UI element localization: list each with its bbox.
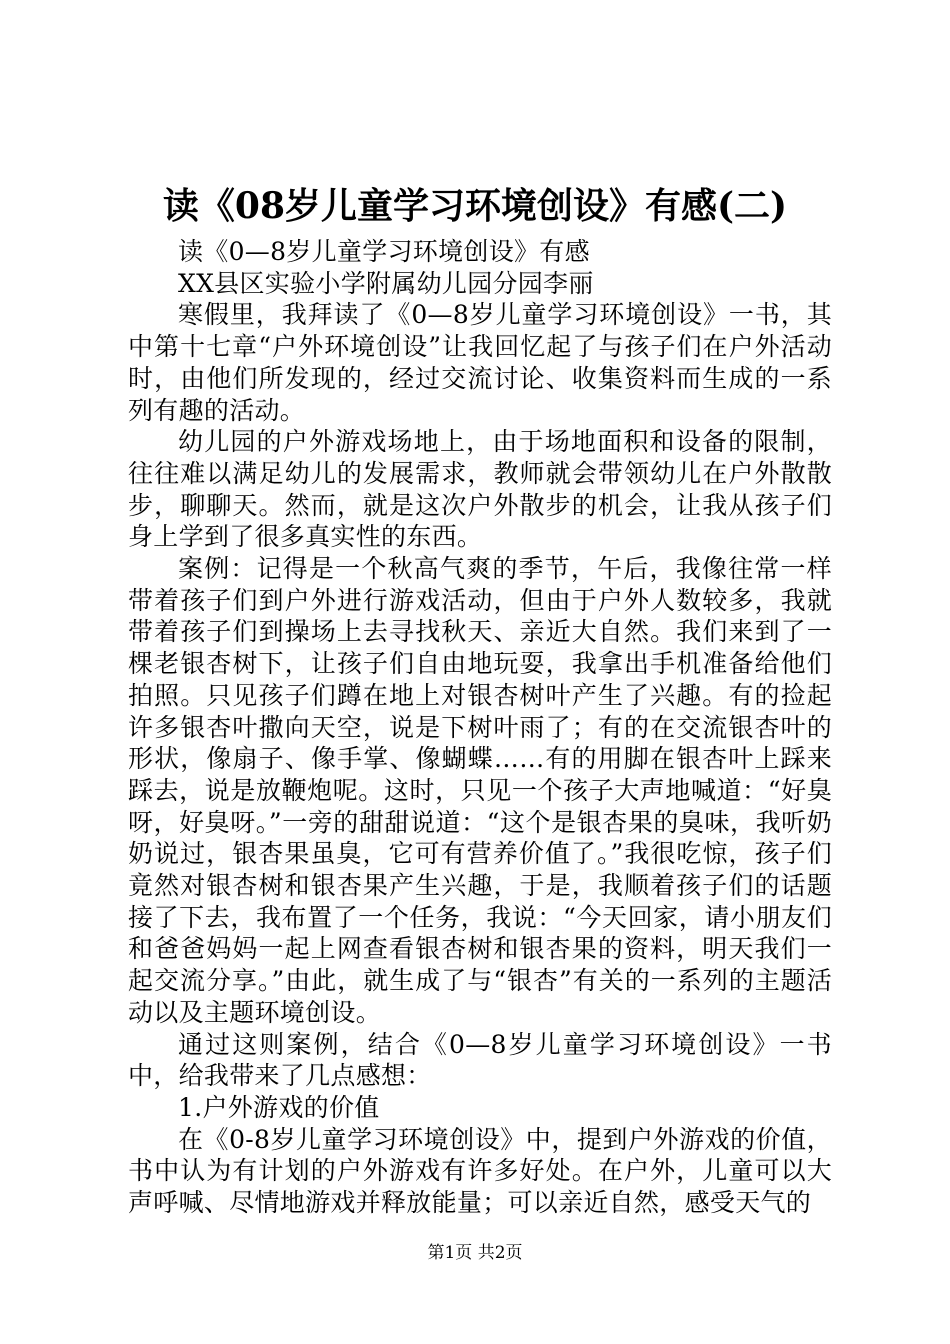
body-paragraph: 在《0-8岁儿童学习环境创设》中，提到户外游戏的价值，书中认为有计划的户外游戏有许多好处。在户外，儿童可以大声呼喊、尽情地游戏并释放能量；可以亲近自然，感受天气的 [128,1124,832,1218]
subtitle-paragraph: 读《0—8岁儿童学习环境创设》有感 [178,237,590,266]
page-footer: 第1页 共2页 [427,1243,523,1263]
body-paragraph: 寒假里，我拜读了《0—8岁儿童学习环境创设》一书，其中第十七章“户外环境创设”让我回忆起了与孩子们在户外活动时，由他们所发现的，经过交流讨论、收集资料而生成的一系列有趣的活动。 [128,300,832,425]
document-title: 读《08岁儿童学习环境创设》有感(二) [162,185,788,227]
body-paragraph: 案例：记得是一个秋高气爽的季节，午后，我像往常一样带着孩子们到户外进行游戏活动，但由于户外人数较多，我就带着孩子们到操场上去寻找秋天、亲近大自然。我们来到了一棵老银杏树下，让孩子们自由地玩耍，我拿出手机准备给他们拍照。只见孩子们蹲在地上对银杏树叶产生了兴趣。有的捡起许多银杏叶撒向天空，说是下树叶雨了；有的在交流银杏叶的形状，像扇子、像手掌、像蝴蝶……有的用脚在银杏叶上踩来踩去，说是放鞭炮呢。这时，只见一个孩子大声地喊道：“好臭呀，好臭呀。”一旁的甜甜说道：“这个是银杏果的臭味，我听奶奶说过，银杏果虽臭，它可有营养价值了。”我很吃惊，孩子们竟然对银杏树和银杏果产生兴趣，于是，我顺着孩子们的话题接了下去，我布置了一个任务，我说：“今天回家，请小朋友们和爸爸妈妈一起上网查看银杏树和银杏果的资料，明天我们一起交流分享。”由此，就生成了与“银杏”有关的一系列的主题活动以及主题环境创设。 [128,554,832,1027]
body-paragraph: 通过这则案例，结合《0—8岁儿童学习环境创设》一书中，给我带来了几点感想： [128,1029,832,1091]
body-paragraph: 幼儿园的户外游戏场地上，由于场地面积和设备的限制，往往难以满足幼儿的发展需求，教师就会带领幼儿在户外散散步，聊聊天。然而，就是这次户外散步的机会，让我从孩子们身上学到了很多真实性的东西。 [128,427,832,552]
section-heading: 1.户外游戏的价值 [178,1092,380,1122]
author-paragraph: XX县区实验小学附属幼儿园分园李丽 [178,268,594,298]
document-body [128,236,832,1219]
